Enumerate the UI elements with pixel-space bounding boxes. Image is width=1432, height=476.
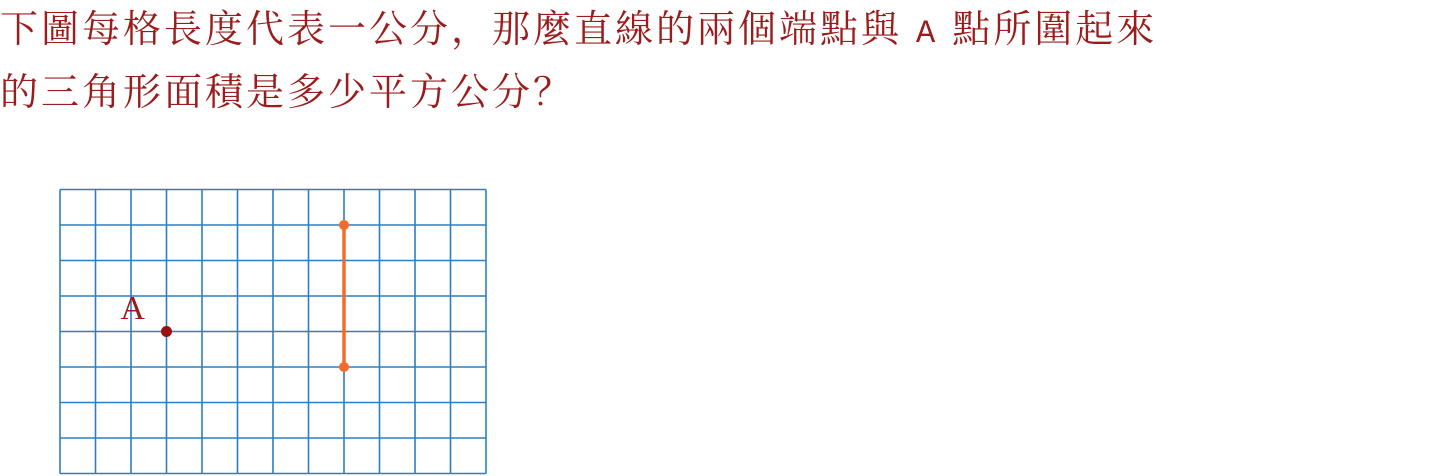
question-line-2: 的三角形面積是多少平方公分？ xyxy=(0,70,575,114)
point-a xyxy=(161,326,172,337)
segment-endpoint-bottom xyxy=(339,362,349,372)
point-a-label: A xyxy=(120,290,145,328)
segment-endpoint-top xyxy=(339,220,349,230)
grid xyxy=(60,190,486,474)
question-text-part-2: 點所圍起來 xyxy=(952,7,1158,51)
question-text xyxy=(0,0,1432,121)
grid-diagram xyxy=(58,188,490,476)
point-a-reference: A xyxy=(916,15,939,52)
question-line-1 xyxy=(0,0,1432,63)
question-text-part-1: 下圖每格長度代表一公分，那麼直線的兩個端點與 xyxy=(0,7,903,51)
